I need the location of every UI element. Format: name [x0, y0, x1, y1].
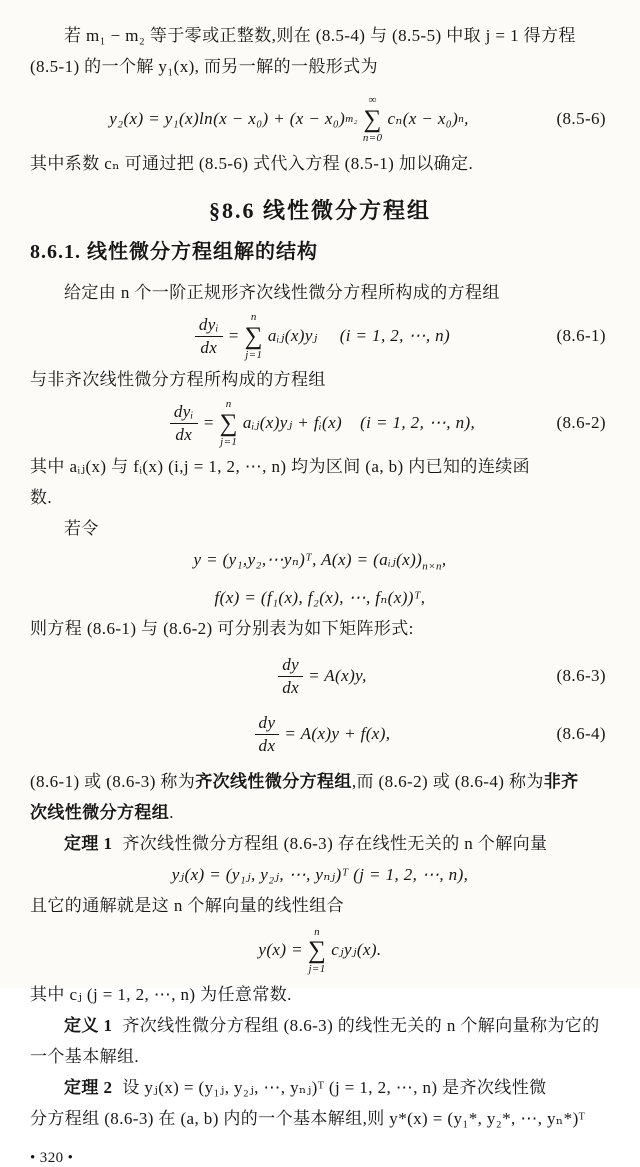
vector-definition-line2 [30, 582, 610, 613]
sigma-glyph: ∑ [219, 409, 238, 437]
intro-after-eq [30, 148, 610, 179]
sum-upper-limit: ∞ [368, 94, 377, 107]
matrix-lead-text: 若令 [64, 519, 99, 538]
matrix-lead [30, 513, 610, 544]
fraction-denominator: dx [258, 735, 276, 755]
sum-lower-limit: j=1 [308, 962, 326, 975]
theorem2-label: 定理 2 [64, 1078, 113, 1098]
naming-line2 [30, 797, 610, 828]
equals-sign: = [202, 413, 215, 432]
sum-lower-limit: j=1 [245, 348, 263, 361]
fraction-dyi-dx [170, 402, 198, 444]
definition1-line1 [30, 1010, 610, 1041]
fraction-numerator: dyᵢ [195, 315, 223, 337]
gen-sol-rhs: cⱼyⱼ(x). [331, 940, 382, 960]
homog-intro [30, 277, 610, 308]
eq864-rhs: = A(x)y + f(x), [284, 724, 391, 744]
subsection-title: 8.6.1. 线性微分方程组解的结构 [30, 241, 318, 263]
fraction-numerator: dy [255, 713, 280, 735]
nonhomog-note-text1: 其中 aᵢⱼ(x) 与 fᵢ(x) (i,j = 1, 2, ⋯, n) 均为区间 (a, b) 内已知的连续函 [30, 457, 531, 476]
naming-part2: ,而 (8.6-2) 或 (8.6-4) 称为 [351, 772, 544, 792]
vector-def-f: f(x) = (f₁(x), f₂(x), ⋯, fₙ(x))ᵀ, [214, 588, 426, 608]
naming-bold-nonhomogeneous: 次线性微分方程组 [30, 803, 170, 823]
theorem1-vector-eq [30, 859, 610, 890]
definition1-line2 [30, 1041, 610, 1072]
sigma-glyph: ∑ [244, 322, 263, 350]
eq863-rhs: = A(x)y, [308, 666, 367, 686]
theorem1-text3-line [30, 979, 610, 1010]
section-title: §8.6 线性微分方程组 [208, 198, 431, 223]
fraction-numerator: dyᵢ [170, 402, 198, 424]
theorem1-vector-eq-text: yⱼ(x) = (y₁ⱼ, y₂ⱼ, ⋯, yₙⱼ)ᵀ (j = 1, 2, ⋯, n), [171, 865, 469, 885]
fraction-dy-dx [278, 655, 303, 697]
nonhomog-note-line2 [30, 482, 610, 513]
theorem1-text2: 且它的通解就是这 n 个解向量的线性组合 [30, 896, 344, 916]
fraction-dy-dx [255, 713, 280, 755]
eq862-condition: (i = 1, 2, ⋯, n), [360, 413, 476, 432]
sum-lower-limit: n=0 [362, 131, 383, 144]
equation-856 [30, 90, 606, 148]
fraction-denominator: dx [200, 337, 218, 357]
summation-symbol [220, 398, 238, 447]
intro-paragraph-line1 [30, 20, 610, 51]
definition1-label: 定义 1 [64, 1016, 113, 1036]
theorem2-text1: 设 yⱼ(x) = (y₁ⱼ, y₂ⱼ, ⋯, yₙⱼ)ᵀ (j = 1, 2, ⋯, n) 是齐次线性微 [122, 1078, 547, 1098]
homog-intro-text: 给定由 n 个一阶正规形齐次线性微分方程所构成的方程组 [64, 283, 500, 302]
intro-paragraph-line2 [30, 51, 610, 82]
fraction-denominator: dx [282, 677, 300, 697]
naming-part3: . [169, 803, 174, 823]
eq856-lhs: y₂(x) = y₁(x)ln(x − x₀) + (x − x₀) [109, 109, 346, 128]
eq864-tag: (8.6-4) [556, 724, 606, 744]
eq861-condition: (i = 1, 2, ⋯, n) [339, 326, 451, 345]
vector-def-pre: y = (y₁,y₂,⋯yₙ)ᵀ, A(x) = (aᵢⱼ(x)) [193, 550, 423, 569]
intro-text-2: (8.5-1) 的一个解 y₁(x), 而另一解的一般形式为 [30, 57, 378, 76]
equation-861 [30, 308, 610, 364]
eq856-exponent-n: n [458, 113, 465, 125]
theorem2-line2 [30, 1103, 610, 1134]
naming-bold-non: 非齐 [543, 772, 579, 792]
eq862-rhs: aᵢⱼ(x)yⱼ + fᵢ(x) [242, 413, 343, 432]
naming-line1 [30, 766, 610, 797]
equals-sign: = [227, 326, 240, 345]
sigma-glyph: ∑ [363, 105, 382, 133]
matrix-then-text: 则方程 (8.6-1) 与 (8.6-2) 可分别表为如下矩阵形式: [30, 619, 414, 639]
summation-symbol [245, 311, 263, 360]
equation-863 [30, 652, 610, 700]
sum-upper-limit: n [225, 398, 232, 411]
theorem1-text3: 其中 cⱼ (j = 1, 2, ⋯, n) 为任意常数. [30, 985, 292, 1005]
sum-upper-limit: n [314, 925, 321, 938]
page-number: • 320 • [30, 1150, 74, 1167]
vector-def-post: , [441, 550, 447, 569]
eq856-comma: , [464, 109, 469, 128]
eq856-term: cₙ(x − x₀) [387, 109, 459, 128]
equation-862 [30, 395, 610, 451]
theorem1-label: 定理 1 [64, 834, 113, 854]
definition1-text2: 一个基本解组. [30, 1047, 140, 1067]
theorem1-line [30, 828, 610, 859]
theorem2-line1 [30, 1072, 610, 1103]
theorem1-text2-line [30, 890, 610, 921]
summation-symbol [308, 926, 326, 975]
sum-upper-limit: n [250, 311, 257, 324]
sigma-glyph: ∑ [307, 936, 327, 964]
eq856-tag: (8.5-6) [556, 109, 606, 128]
fraction-numerator: dy [278, 655, 303, 677]
eq861-rhs: aᵢⱼ(x)yⱼ [267, 326, 318, 345]
equation-864 [30, 710, 610, 758]
vector-definition-line1 [30, 544, 610, 582]
summation-symbol [363, 94, 383, 143]
fraction-dyi-dx [195, 315, 223, 357]
theorem1-text1: 齐次线性微分方程组 (8.6-3) 存在线性无关的 n 个解向量 [122, 834, 548, 854]
nonhomog-note-text2: 数. [30, 488, 53, 507]
general-solution-equation [30, 921, 610, 979]
eq861-tag: (8.6-1) [556, 326, 606, 345]
nonhomog-intro-text: 与非齐次线性微分方程所构成的方程组 [30, 370, 326, 389]
naming-bold-homogeneous: 齐次线性微分方程组 [195, 772, 352, 792]
gen-sol-lhs: y(x) = [258, 940, 303, 960]
intro-text-1: 若 m₁ − m₂ 等于零或正整数,则在 (8.5-4) 与 (8.5-5) 中取 j = 1 得方程 [64, 26, 576, 45]
nonhomog-note-line1 [30, 451, 610, 482]
vector-def-sub-nxn: n×n [422, 560, 442, 573]
intro-text-3: 其中系数 cₙ 可通过把 (8.5-6) 式代入方程 (8.5-1) 加以确定. [30, 154, 474, 173]
definition1-text1: 齐次线性微分方程组 (8.6-3) 的线性无关的 n 个解向量称为它的 [122, 1016, 600, 1036]
nonhomog-intro [30, 364, 610, 395]
eq862-tag: (8.6-2) [556, 413, 606, 432]
matrix-then [30, 613, 610, 644]
fraction-denominator: dx [175, 424, 193, 444]
theorem2-text2: 分方程组 (8.6-3) 在 (a, b) 内的一个基本解组,则 y*(x) = (y₁*, y₂*, ⋯, yₙ*)ᵀ [30, 1109, 586, 1129]
eq856-exponent-m2: m₂ [345, 113, 358, 125]
sum-lower-limit: j=1 [220, 435, 238, 448]
naming-part1: (8.6-1) 或 (8.6-3) 称为 [30, 772, 196, 792]
eq863-tag: (8.6-3) [556, 666, 606, 686]
